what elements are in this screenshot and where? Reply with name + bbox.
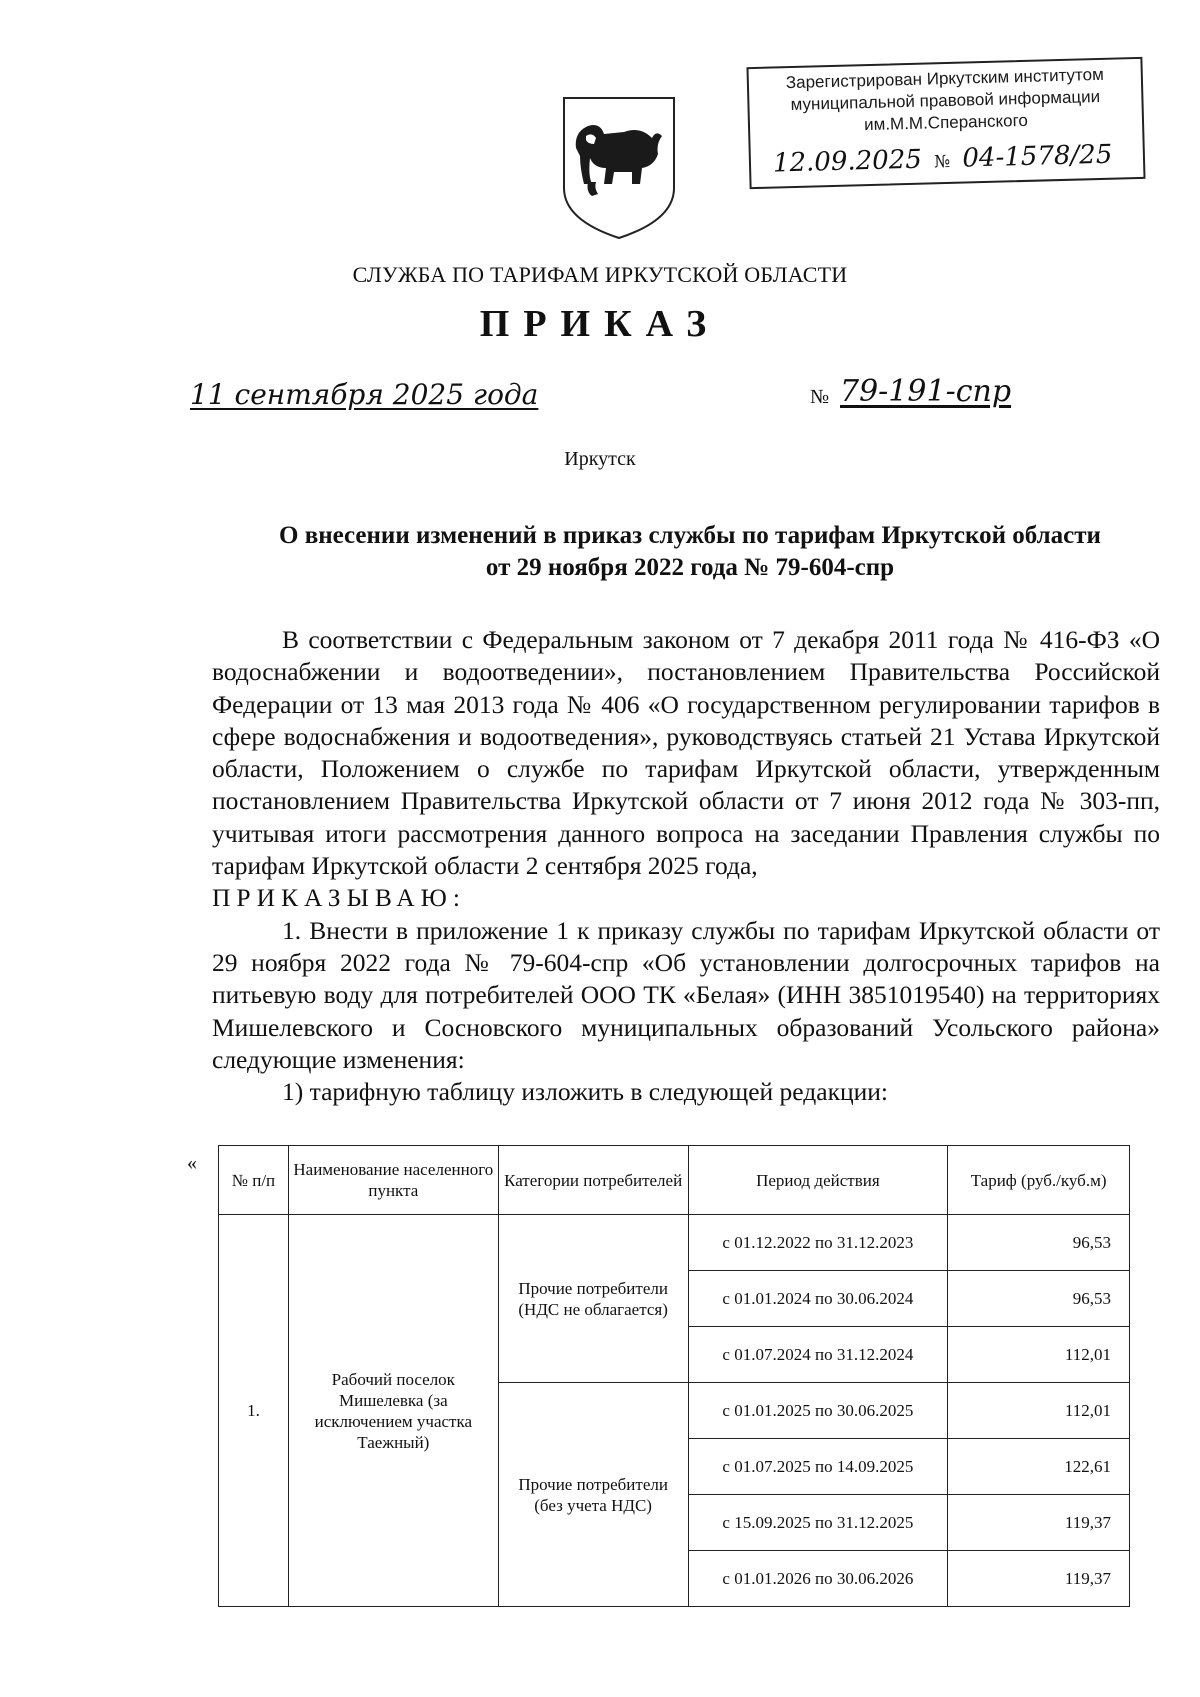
- period-cell: с 15.09.2025 по 31.12.2025: [688, 1495, 948, 1551]
- tariff-cell: 96,53: [948, 1271, 1130, 1327]
- stamp-number-label: №: [933, 151, 951, 173]
- tariff-cell: 96,53: [948, 1215, 1130, 1271]
- header-num: № п/п: [219, 1146, 289, 1215]
- stamp-line-3: им.М.М.Сперанского: [863, 110, 1029, 135]
- table-row: [219, 1215, 1130, 1271]
- category-cell-2: Прочие потребители (без учета НДС): [498, 1383, 688, 1607]
- period-cell: с 01.01.2026 по 30.06.2026: [688, 1551, 948, 1607]
- period-cell: с 01.01.2025 по 30.06.2025: [688, 1383, 948, 1439]
- item-1-1-paragraph: 1) тарифную таблицу изложить в следующей редакции:: [282, 1077, 888, 1107]
- tariff-cell: 112,01: [948, 1383, 1130, 1439]
- preamble-paragraph: В соответствии с Федеральным законом от 7 декабря 2011 года № 416-ФЗ «О водоснабжении и водоотведении», постановлением Правительства Российской Федерации от 13 мая 2013 года № 406 «О государственном регулировании тарифов в сфере водоснабжения и водоотведения», руководствуясь статьей 21 Устава Иркутской области, Положением о службе по тарифам Иркутской области, утвержденным постановлением Правительства Иркутской области от 7 июня 2012 года № 303-пп, учитывая итоги рассмотрения данного вопроса на заседании Правления службы по тарифам Иркутской области 2 сентября 2025 года,: [212, 625, 1160, 881]
- document-body: [212, 624, 1160, 1108]
- heading-line-2: от 29 ноября 2022 года № 79-604-спр: [485, 554, 895, 581]
- period-cell: с 01.01.2024 по 30.06.2024: [688, 1271, 948, 1327]
- stamp-reg-number: 04-1578/25: [962, 139, 1113, 174]
- order-number-handwritten: 79-191-спр: [840, 374, 1012, 409]
- stamp-line-1: Зарегистрирован Иркутским институтом: [785, 64, 1105, 93]
- agency-name: СЛУЖБА ПО ТАРИФАМ ИРКУТСКОЙ ОБЛАСТИ: [352, 262, 848, 287]
- order-date-handwritten: 11 сентября 2025 года: [190, 378, 539, 411]
- heading-line-1: О внесении изменений в приказ службы по тарифам Иркутской области: [279, 522, 1101, 549]
- header-tariff: Тариф (руб./куб.м): [948, 1146, 1130, 1215]
- table-header-row: [219, 1146, 1130, 1215]
- registration-stamp: [746, 57, 1145, 189]
- city: Иркутск: [564, 448, 636, 470]
- order-directive: ПРИКАЗЫВАЮ:: [212, 883, 466, 913]
- item-1-paragraph: 1. Внести в приложение 1 к приказу службы по тарифам Иркутской области от 29 ноября 2022 года № 79-604-спр «Об установлении долгосрочных тарифов на питьевую воду для потребителей ООО ТК «Белая» (ИНН 3851019540) на территориях Мишелевского и Сосновского муниципальных образований Усольского района» следующие изменения:: [212, 915, 1160, 1074]
- header-locality: Наименование населенного пункта: [288, 1146, 498, 1215]
- coat-of-arms-icon: [558, 92, 680, 242]
- header-category: Категории потребителей: [498, 1146, 688, 1215]
- stamp-reg-date: 12.09.2025: [772, 144, 923, 179]
- tariff-table: [218, 1145, 1130, 1607]
- opening-quote-mark: «: [187, 1152, 197, 1174]
- category-cell-1: Прочие потребители (НДС не облагается): [498, 1215, 688, 1383]
- header-period: Период действия: [688, 1146, 948, 1215]
- order-title: ПРИКАЗ: [479, 303, 721, 345]
- tariff-cell: 119,37: [948, 1551, 1130, 1607]
- order-number-label: №: [810, 386, 830, 408]
- tariff-cell: 119,37: [948, 1495, 1130, 1551]
- tariff-cell: 112,01: [948, 1327, 1130, 1383]
- document-heading: [220, 520, 1160, 584]
- stamp-registration: [773, 139, 1134, 178]
- period-cell: с 01.07.2025 по 14.09.2025: [688, 1439, 948, 1495]
- period-cell: с 01.12.2022 по 31.12.2023: [688, 1215, 948, 1271]
- row-number: 1.: [219, 1215, 289, 1607]
- locality-cell: Рабочий поселок Мишелевка (за исключением участка Таежный): [288, 1215, 498, 1607]
- tariff-cell: 122,61: [948, 1439, 1130, 1495]
- stamp-line-2: муниципальной правовой информации: [790, 86, 1101, 115]
- period-cell: с 01.07.2024 по 31.12.2024: [688, 1327, 948, 1383]
